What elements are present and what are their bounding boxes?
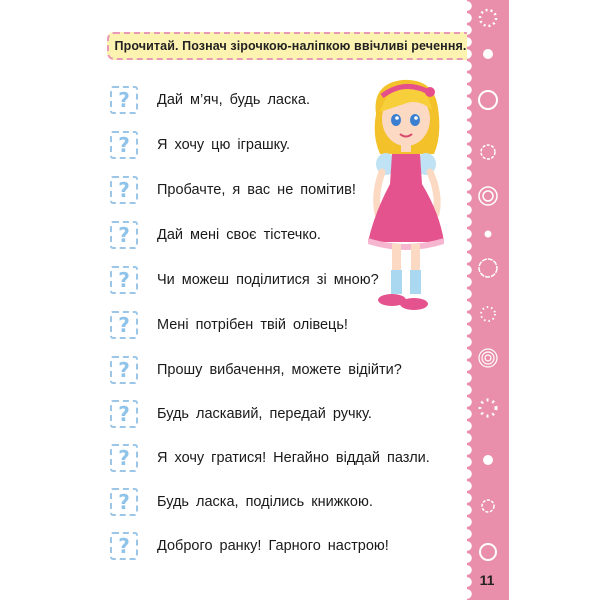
cloud-icon [476, 254, 500, 282]
list-item [110, 174, 356, 206]
right-shoe [400, 298, 428, 310]
sticker-box[interactable] [110, 221, 138, 249]
ring-icon [476, 540, 500, 564]
sticker-box[interactable] [110, 131, 138, 159]
list-item [110, 219, 321, 251]
sentence-text: Мені потрібен твій олівець! [157, 317, 348, 333]
question-mark-icon: ? [118, 358, 130, 382]
list-item [110, 309, 348, 341]
sticker-box[interactable] [110, 311, 138, 339]
sticker-box[interactable] [110, 356, 138, 384]
dotted-ring-icon [476, 396, 500, 420]
sentence-text: Будь ласкавий, передай ручку. [157, 406, 372, 422]
sticker-box[interactable] [110, 444, 138, 472]
sticker-box[interactable] [110, 176, 138, 204]
left-eye-shine [395, 116, 399, 120]
left-eye [391, 114, 401, 126]
sentence-text: Дай м’яч, будь ласка. [157, 92, 310, 108]
sentence-text: Я хочу цю іграшку. [157, 137, 290, 153]
right-sock [410, 270, 421, 294]
dot-icon [476, 42, 500, 66]
concentric-circle-icon [476, 346, 500, 370]
list-item [110, 354, 402, 386]
sticker-box[interactable] [110, 400, 138, 428]
sticker-box[interactable] [110, 488, 138, 516]
dotted-circle-icon [476, 6, 500, 30]
sticker-box[interactable] [110, 86, 138, 114]
double-ring-icon [476, 184, 500, 208]
flower-icon [476, 494, 500, 518]
question-mark-icon: ? [118, 534, 130, 558]
hair-bow [425, 87, 435, 97]
sentence-text: Прошу вибачення, можете відійти? [157, 362, 402, 378]
question-mark-icon: ? [118, 178, 130, 202]
question-mark-icon: ? [118, 223, 130, 247]
sentence-text: Будь ласка, поділись книжкою. [157, 494, 373, 510]
list-item [110, 486, 373, 518]
ring-icon [476, 88, 500, 112]
sticker-box[interactable] [110, 532, 138, 560]
small-dot-icon [476, 222, 500, 246]
list-item [110, 84, 310, 116]
flower-icon [476, 140, 500, 164]
sentence-text: Чи можеш поділитися зі мною? [157, 272, 379, 288]
sentence-text: Доброго ранку! Гарного настрою! [157, 538, 389, 554]
list-item [110, 129, 290, 161]
list-item [110, 442, 430, 474]
question-mark-icon: ? [118, 490, 130, 514]
question-mark-icon: ? [118, 88, 130, 112]
page-number: 11 [479, 572, 495, 588]
sentence-text: Я хочу гратися! Негайно віддай пазли. [157, 450, 430, 466]
sentence-text: Пробачте, я вас не помітив! [157, 182, 356, 198]
right-eye [410, 114, 420, 126]
left-sock [391, 270, 402, 294]
list-item [110, 398, 372, 430]
sticker-box[interactable] [110, 266, 138, 294]
question-mark-icon: ? [118, 268, 130, 292]
question-mark-icon: ? [118, 313, 130, 337]
dot-icon [476, 448, 500, 472]
list-item [110, 530, 389, 562]
right-eye-shine [414, 116, 418, 120]
list-item [110, 264, 379, 296]
girl-illustration [362, 74, 452, 324]
instruction-banner [107, 32, 474, 60]
neck [401, 144, 411, 152]
question-mark-icon: ? [118, 133, 130, 157]
question-mark-icon: ? [118, 402, 130, 426]
instruction-text: Прочитай. Познач зірочкою-наліпкою ввічливі речення. [114, 39, 467, 53]
dotted-circle-icon [476, 302, 500, 326]
question-mark-icon: ? [118, 446, 130, 470]
sentence-text: Дай мені своє тістечко. [157, 227, 321, 243]
